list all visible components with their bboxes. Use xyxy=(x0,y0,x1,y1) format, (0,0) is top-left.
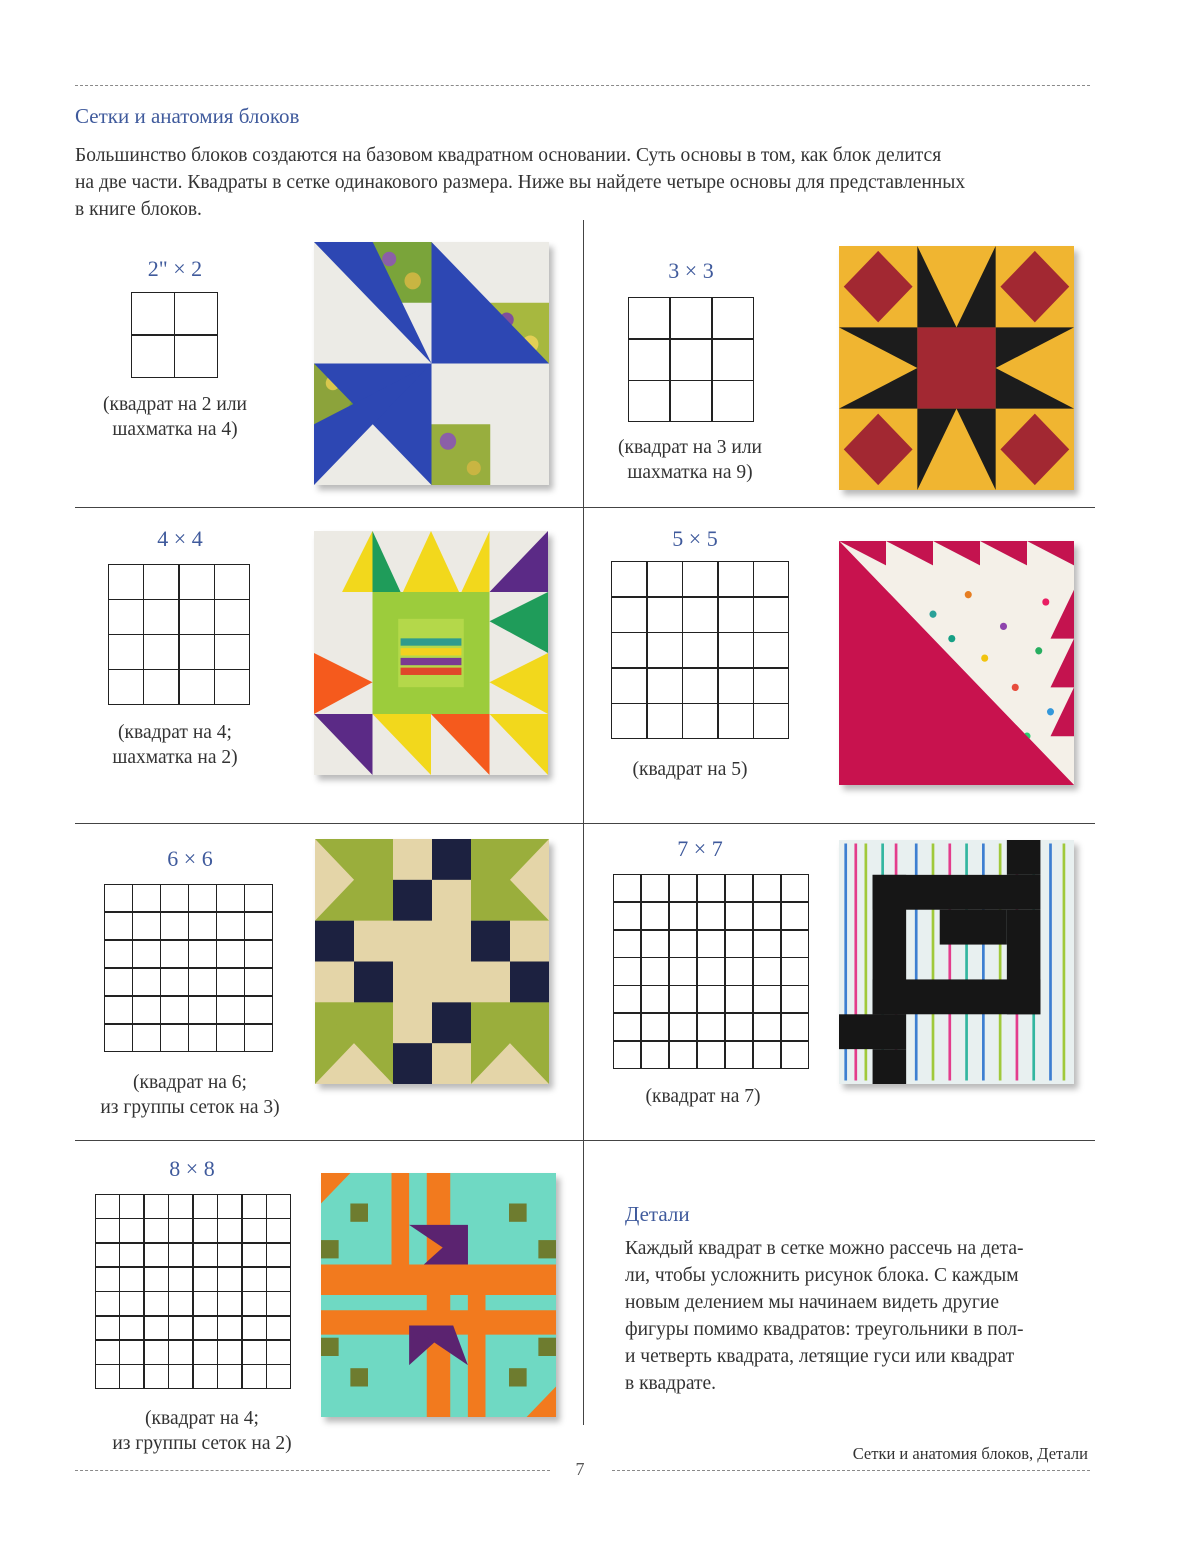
grid-4x4 xyxy=(108,564,250,705)
grid-cell xyxy=(215,635,249,669)
grid-cell xyxy=(96,1317,119,1340)
grid-cell xyxy=(194,1292,217,1315)
grid-cell xyxy=(670,986,696,1012)
grid-cell xyxy=(698,931,724,957)
grid-3x3 xyxy=(628,297,754,422)
grid-cell xyxy=(698,1014,724,1040)
grid-cell xyxy=(245,1025,272,1051)
grid-cell xyxy=(217,941,244,967)
grid-cell xyxy=(713,381,753,421)
grid-cell xyxy=(144,565,178,599)
details-line: Каждый квадрат в сетке можно рассечь на дета- xyxy=(625,1238,1024,1259)
grid-cell xyxy=(719,562,753,596)
grid-cell xyxy=(245,969,272,995)
grid-label-4x4: 4 × 4 xyxy=(157,526,203,551)
grid-label-2x2: 2" × 2 xyxy=(147,256,203,281)
caption-line: (квадрат на 2 или xyxy=(103,394,247,415)
bottom-dashed-rule-left xyxy=(75,1470,550,1471)
grid-caption-7x7 xyxy=(573,1084,833,1109)
grid-cell xyxy=(189,1025,216,1051)
grid-cell xyxy=(133,885,160,911)
grid-cell xyxy=(218,1292,241,1315)
grid-cell xyxy=(217,913,244,939)
grid-cell xyxy=(614,931,640,957)
grid-cell xyxy=(267,1317,290,1340)
caption-line: (квадрат на 7) xyxy=(645,1086,761,1107)
grid-cell xyxy=(133,969,160,995)
grid-cell xyxy=(194,1341,217,1364)
grid-cell xyxy=(670,903,696,929)
grid-8x8 xyxy=(95,1194,291,1389)
grid-caption-2x2 xyxy=(45,392,305,442)
grid-cell xyxy=(132,336,174,377)
grid-cell xyxy=(670,875,696,901)
grid-cell xyxy=(719,669,753,703)
grid-cell xyxy=(180,565,214,599)
grid-cell xyxy=(145,1292,168,1315)
grid-cell xyxy=(671,298,711,338)
grid-cell xyxy=(96,1244,119,1267)
grid-cell xyxy=(754,598,788,632)
grid-cell xyxy=(194,1268,217,1291)
grid-cell xyxy=(161,1025,188,1051)
grid-cell xyxy=(96,1219,119,1242)
grid-cell xyxy=(642,931,668,957)
page-title: Сетки и анатомия блоков xyxy=(75,104,300,128)
grid-cell xyxy=(648,633,682,667)
grid-cell xyxy=(612,598,646,632)
geese-star-quilt-block xyxy=(314,531,548,775)
grid-cell xyxy=(218,1365,241,1388)
grid-cell xyxy=(267,1365,290,1388)
grid-5x5 xyxy=(611,561,789,739)
grid-cell xyxy=(245,941,272,967)
grid-cell xyxy=(169,1219,192,1242)
grid-cell xyxy=(105,941,132,967)
grid-cell xyxy=(161,941,188,967)
grid-cell xyxy=(218,1219,241,1242)
grid-cell xyxy=(105,913,132,939)
grid-cell xyxy=(145,1268,168,1291)
grid-cell xyxy=(648,562,682,596)
grid-cell xyxy=(726,875,752,901)
details-line: и четверть квадрата, летящие гуси или квадрат xyxy=(625,1346,1015,1367)
details-heading: Детали xyxy=(625,1202,690,1226)
grid-cell xyxy=(698,875,724,901)
grid-cell xyxy=(754,669,788,703)
grid-cell xyxy=(612,562,646,596)
grid-cell xyxy=(169,1341,192,1364)
grid-cell xyxy=(726,903,752,929)
grid-cell xyxy=(683,669,717,703)
grid-cell xyxy=(189,969,216,995)
spiral-quilt-block xyxy=(839,840,1074,1084)
grid-cell xyxy=(670,931,696,957)
grid-cell xyxy=(782,875,808,901)
grid-cell xyxy=(754,958,780,984)
tree-quilt-block xyxy=(839,541,1074,785)
grid-cell xyxy=(120,1365,143,1388)
grid-cell xyxy=(189,941,216,967)
grid-cell xyxy=(245,885,272,911)
grid-cell xyxy=(218,1244,241,1267)
grid-cell xyxy=(648,704,682,738)
grid-cell xyxy=(218,1268,241,1291)
caption-line: (квадрат на 6; xyxy=(133,1072,247,1093)
caption-line: (квадрат на 4; xyxy=(118,722,232,743)
intro-paragraph xyxy=(75,142,1075,223)
grid-cell xyxy=(245,997,272,1023)
grid-cell xyxy=(145,1244,168,1267)
grid-cell xyxy=(194,1317,217,1340)
grid-cell xyxy=(161,969,188,995)
grid-cell xyxy=(683,633,717,667)
grid-cell xyxy=(683,598,717,632)
grid-cell xyxy=(132,293,174,334)
grid-caption-4x4 xyxy=(45,720,305,770)
caption-line: (квадрат на 3 или xyxy=(618,437,762,458)
grid-cell xyxy=(683,704,717,738)
caption-line: шахматка на 4) xyxy=(112,419,238,440)
grid-cell xyxy=(145,1341,168,1364)
row-divider-1 xyxy=(75,507,1095,508)
grid-cell xyxy=(698,986,724,1012)
grid-cell xyxy=(719,704,753,738)
grid-cell xyxy=(180,670,214,704)
caption-line: (квадрат на 4; xyxy=(145,1408,259,1429)
chain-quilt-block xyxy=(321,1173,556,1417)
grid-cell xyxy=(642,986,668,1012)
grid-cell xyxy=(218,1341,241,1364)
grid-cell xyxy=(782,958,808,984)
details-line: в квадрате. xyxy=(625,1373,717,1394)
grid-cell xyxy=(642,1042,668,1068)
grid-cell xyxy=(189,913,216,939)
grid-cell xyxy=(754,931,780,957)
grid-cell xyxy=(180,600,214,634)
grid-cell xyxy=(215,670,249,704)
grid-cell xyxy=(144,635,178,669)
grid-cell xyxy=(648,669,682,703)
grid-6x6 xyxy=(104,884,273,1052)
grid-cell xyxy=(726,958,752,984)
grid-cell xyxy=(96,1195,119,1218)
caption-line: шахматка на 2) xyxy=(112,747,238,768)
grid-label-5x5: 5 × 5 xyxy=(672,526,718,551)
grid-cell xyxy=(145,1195,168,1218)
grid-cell xyxy=(169,1268,192,1291)
grid-cell xyxy=(754,704,788,738)
grid-cell xyxy=(267,1195,290,1218)
grid-cell xyxy=(145,1317,168,1340)
grid-cell xyxy=(713,298,753,338)
grid-cell xyxy=(267,1219,290,1242)
grid-cell xyxy=(754,875,780,901)
grid-cell xyxy=(243,1292,266,1315)
grid-cell xyxy=(726,931,752,957)
grid-7x7 xyxy=(613,874,809,1069)
grid-cell xyxy=(96,1292,119,1315)
grid-cell xyxy=(96,1341,119,1364)
grid-cell xyxy=(683,562,717,596)
grid-cell xyxy=(161,997,188,1023)
grid-cell xyxy=(726,1042,752,1068)
grid-cell xyxy=(243,1268,266,1291)
grid-cell xyxy=(243,1219,266,1242)
grid-cell xyxy=(161,885,188,911)
grid-cell xyxy=(754,633,788,667)
grid-2x2 xyxy=(131,292,218,378)
grid-cell xyxy=(782,986,808,1012)
grid-cell xyxy=(642,875,668,901)
grid-cell xyxy=(267,1341,290,1364)
top-dashed-rule xyxy=(75,85,1090,86)
details-line: новым делением мы начинаем видеть другие xyxy=(625,1292,1000,1313)
intro-line: Большинство блоков создаются на базовом квадратном основании. Суть основы в том, как блок делится xyxy=(75,145,942,166)
grid-cell xyxy=(120,1219,143,1242)
grid-cell xyxy=(267,1292,290,1315)
grid-cell xyxy=(109,565,143,599)
grid-cell xyxy=(267,1244,290,1267)
grid-cell xyxy=(194,1195,217,1218)
grid-cell xyxy=(161,913,188,939)
grid-cell xyxy=(614,1014,640,1040)
grid-cell xyxy=(670,1014,696,1040)
grid-caption-8x8 xyxy=(72,1406,332,1456)
grid-cell xyxy=(614,958,640,984)
grid-cell xyxy=(612,704,646,738)
grid-cell xyxy=(726,1014,752,1040)
caption-line: (квадрат на 5) xyxy=(632,759,748,780)
grid-cell xyxy=(642,958,668,984)
grid-cell xyxy=(782,931,808,957)
grid-label-6x6: 6 × 6 xyxy=(167,846,213,871)
grid-cell xyxy=(642,903,668,929)
grid-cell xyxy=(120,1341,143,1364)
grid-cell xyxy=(713,340,753,380)
grid-cell xyxy=(698,958,724,984)
grid-cell xyxy=(175,293,217,334)
caption-line: шахматка на 9) xyxy=(627,462,753,483)
grid-cell xyxy=(726,986,752,1012)
grid-cell xyxy=(217,969,244,995)
grid-cell xyxy=(120,1317,143,1340)
grid-cell xyxy=(145,1219,168,1242)
grid-cell xyxy=(243,1341,266,1364)
grid-cell xyxy=(754,562,788,596)
grid-cell xyxy=(754,903,780,929)
grid-cell xyxy=(629,340,669,380)
grid-cell xyxy=(754,1014,780,1040)
grid-cell xyxy=(614,903,640,929)
grid-cell xyxy=(782,903,808,929)
grid-cell xyxy=(145,1365,168,1388)
grid-cell xyxy=(133,913,160,939)
grid-cell xyxy=(648,598,682,632)
grid-cell xyxy=(96,1365,119,1388)
grid-cell xyxy=(754,986,780,1012)
grid-cell xyxy=(120,1268,143,1291)
grid-cell xyxy=(169,1244,192,1267)
grid-cell xyxy=(120,1244,143,1267)
grid-cell xyxy=(109,635,143,669)
grid-caption-6x6 xyxy=(60,1070,320,1120)
grid-cell xyxy=(671,381,711,421)
grid-cell xyxy=(614,1042,640,1068)
grid-cell xyxy=(670,958,696,984)
grid-cell xyxy=(719,633,753,667)
grid-cell xyxy=(109,600,143,634)
grid-cell xyxy=(754,1042,780,1068)
grid-cell xyxy=(189,885,216,911)
grid-cell xyxy=(194,1219,217,1242)
grid-cell xyxy=(215,600,249,634)
grid-cell xyxy=(245,913,272,939)
grid-cell xyxy=(144,670,178,704)
grid-cell xyxy=(698,1042,724,1068)
grid-cell xyxy=(267,1268,290,1291)
grid-cell xyxy=(243,1317,266,1340)
grid-cell xyxy=(105,1025,132,1051)
row-divider-3 xyxy=(75,1140,1095,1141)
grid-cell xyxy=(243,1195,266,1218)
grid-cell xyxy=(217,997,244,1023)
grid-cell xyxy=(642,1014,668,1040)
grid-cell xyxy=(169,1365,192,1388)
grid-cell xyxy=(189,997,216,1023)
grid-cell xyxy=(671,340,711,380)
grid-cell xyxy=(109,670,143,704)
grid-cell xyxy=(243,1244,266,1267)
grid-cell xyxy=(217,1025,244,1051)
grid-cell xyxy=(144,600,178,634)
caption-line: из группы сеток на 3) xyxy=(100,1097,280,1118)
grid-cell xyxy=(175,336,217,377)
intro-line: на две части. Квадраты в сетке одинакового размера. Ниже вы найдете четыре основы для представленных xyxy=(75,172,966,193)
grid-cell xyxy=(217,885,244,911)
grid-cell xyxy=(105,885,132,911)
row-divider-2 xyxy=(75,823,1095,824)
grid-cell xyxy=(670,1042,696,1068)
grid-cell xyxy=(215,565,249,599)
running-footer: Сетки и анатомия блоков, Детали xyxy=(852,1444,1088,1463)
grid-caption-3x3 xyxy=(560,435,820,485)
details-paragraph xyxy=(625,1235,1075,1397)
details-line: ли, чтобы усложнить рисунок блока. С каждым xyxy=(625,1265,1019,1286)
shoofly-quilt-block xyxy=(315,839,549,1084)
grid-cell xyxy=(719,598,753,632)
pinwheel-quilt-block xyxy=(314,242,549,485)
grid-cell xyxy=(180,635,214,669)
grid-cell xyxy=(612,633,646,667)
grid-cell xyxy=(782,1042,808,1068)
grid-caption-5x5 xyxy=(560,757,820,782)
grid-cell xyxy=(218,1317,241,1340)
grid-cell xyxy=(133,1025,160,1051)
grid-cell xyxy=(133,941,160,967)
grid-cell xyxy=(105,969,132,995)
grid-cell xyxy=(782,1014,808,1040)
bottom-dashed-rule-right xyxy=(612,1470,1090,1471)
star-quilt-block xyxy=(839,246,1074,490)
grid-cell xyxy=(612,669,646,703)
grid-cell xyxy=(629,298,669,338)
grid-cell xyxy=(629,381,669,421)
page-number: 7 xyxy=(575,1459,585,1479)
grid-cell xyxy=(105,997,132,1023)
grid-cell xyxy=(614,986,640,1012)
grid-cell xyxy=(169,1292,192,1315)
grid-cell xyxy=(698,903,724,929)
grid-label-7x7: 7 × 7 xyxy=(677,836,723,861)
grid-cell xyxy=(133,997,160,1023)
grid-label-8x8: 8 × 8 xyxy=(169,1156,215,1181)
grid-cell xyxy=(96,1268,119,1291)
grid-cell xyxy=(243,1365,266,1388)
grid-cell xyxy=(169,1195,192,1218)
grid-cell xyxy=(218,1195,241,1218)
grid-cell xyxy=(194,1244,217,1267)
grid-label-3x3: 3 × 3 xyxy=(668,258,714,283)
grid-cell xyxy=(169,1317,192,1340)
caption-line: из группы сеток на 2) xyxy=(112,1433,292,1454)
grid-cell xyxy=(194,1365,217,1388)
intro-line: в книге блоков. xyxy=(75,199,202,220)
details-line: фигуры помимо квадратов: треугольники в пол- xyxy=(625,1319,1024,1340)
grid-cell xyxy=(614,875,640,901)
grid-cell xyxy=(120,1292,143,1315)
grid-cell xyxy=(120,1195,143,1218)
